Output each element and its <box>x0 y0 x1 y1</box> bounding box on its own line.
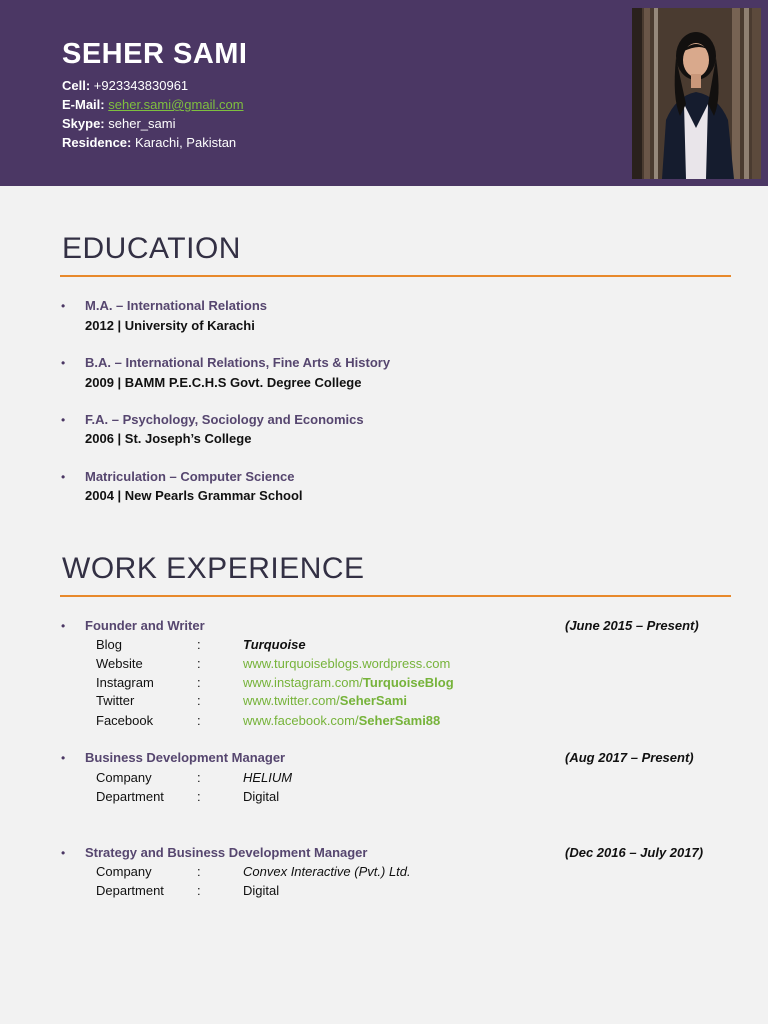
education-degree: F.A. – Psychology, Sociology and Economics <box>85 412 364 427</box>
detail-colon: : <box>197 713 201 728</box>
residence-value: Karachi, Pakistan <box>135 135 237 150</box>
education-degree: Matriculation – Computer Science <box>85 469 295 484</box>
profile-photo <box>632 8 761 179</box>
link-base: www.twitter.com/ <box>243 693 340 708</box>
skype-label: Skype: <box>62 116 105 131</box>
detail-label: Twitter <box>96 693 135 708</box>
work-divider <box>60 595 731 597</box>
education-degree: M.A. – International Relations <box>85 298 268 313</box>
skype-line <box>62 114 175 133</box>
link-handle: TurquoiseBlog <box>362 675 454 690</box>
email-line <box>62 95 244 114</box>
detail-colon: : <box>197 864 201 879</box>
skype-value: seher_sami <box>108 116 176 131</box>
link-base: www.facebook.com/ <box>243 713 359 728</box>
detail-label: Company <box>96 770 152 785</box>
cell-label: Cell: <box>62 78 91 93</box>
detail-colon: : <box>197 883 201 898</box>
bullet-icon: • <box>61 846 66 860</box>
detail-colon: : <box>197 637 201 652</box>
department-name: Digital <box>243 883 280 898</box>
cell-value: +923343830961 <box>93 78 189 93</box>
bullet-icon: • <box>61 470 66 484</box>
residence-line <box>62 133 236 152</box>
detail-label: Company <box>96 864 152 879</box>
detail-colon: : <box>197 675 201 690</box>
education-degree: B.A. – International Relations, Fine Arts & History <box>85 355 391 370</box>
detail-colon: : <box>197 693 201 708</box>
education-detail: 2006 | St. Joseph’s College <box>85 431 252 446</box>
blog-name: Turquoise <box>243 637 306 652</box>
company-name: HELIUM <box>243 770 293 785</box>
detail-label: Department <box>96 883 164 898</box>
facebook-link[interactable] <box>243 713 440 728</box>
job-title: Strategy and Business Development Manager <box>85 845 368 860</box>
twitter-link[interactable] <box>243 693 407 708</box>
work-heading: WORK EXPERIENCE <box>62 552 365 585</box>
link-base: www.instagram.com/ <box>243 675 363 690</box>
email-label: E-Mail: <box>62 97 105 112</box>
bullet-icon: • <box>61 619 66 633</box>
education-divider <box>60 275 731 277</box>
detail-label: Blog <box>96 637 123 652</box>
job-dates: (Dec 2016 – July 2017) <box>565 845 704 860</box>
residence-label: Residence: <box>62 135 132 150</box>
job-title: Business Development Manager <box>85 750 286 765</box>
detail-colon: : <box>197 770 201 785</box>
detail-colon: : <box>197 656 201 671</box>
detail-label: Website <box>96 656 143 671</box>
job-title: Founder and Writer <box>85 618 205 633</box>
cell-line <box>62 76 188 95</box>
bullet-icon: • <box>61 356 66 370</box>
header-banner <box>0 0 768 186</box>
link-handle: SeherSami <box>339 693 407 708</box>
link-handle: SeherSami88 <box>358 713 441 728</box>
education-detail: 2012 | University of Karachi <box>85 318 255 333</box>
education-detail: 2009 | BAMM P.E.C.H.S Govt. Degree College <box>85 375 362 390</box>
detail-label: Department <box>96 789 164 804</box>
detail-label: Facebook <box>96 713 154 728</box>
instagram-link[interactable] <box>243 675 454 690</box>
job-dates: (June 2015 – Present) <box>565 618 699 633</box>
email-link[interactable]: seher.sami@gmail.com <box>108 97 244 112</box>
candidate-name: SEHER SAMI <box>62 38 248 70</box>
detail-colon: : <box>197 789 201 804</box>
job-dates: (Aug 2017 – Present) <box>565 750 694 765</box>
education-heading: EDUCATION <box>62 232 241 265</box>
website-link[interactable]: www.turquoiseblogs.wordpress.com <box>243 656 451 671</box>
education-detail: 2004 | New Pearls Grammar School <box>85 488 303 503</box>
company-name: Convex Interactive (Pvt.) Ltd. <box>243 864 411 879</box>
bullet-icon: • <box>61 751 66 765</box>
department-name: Digital <box>243 789 280 804</box>
bullet-icon: • <box>61 299 66 313</box>
bullet-icon: • <box>61 413 66 427</box>
detail-label: Instagram <box>96 675 154 690</box>
